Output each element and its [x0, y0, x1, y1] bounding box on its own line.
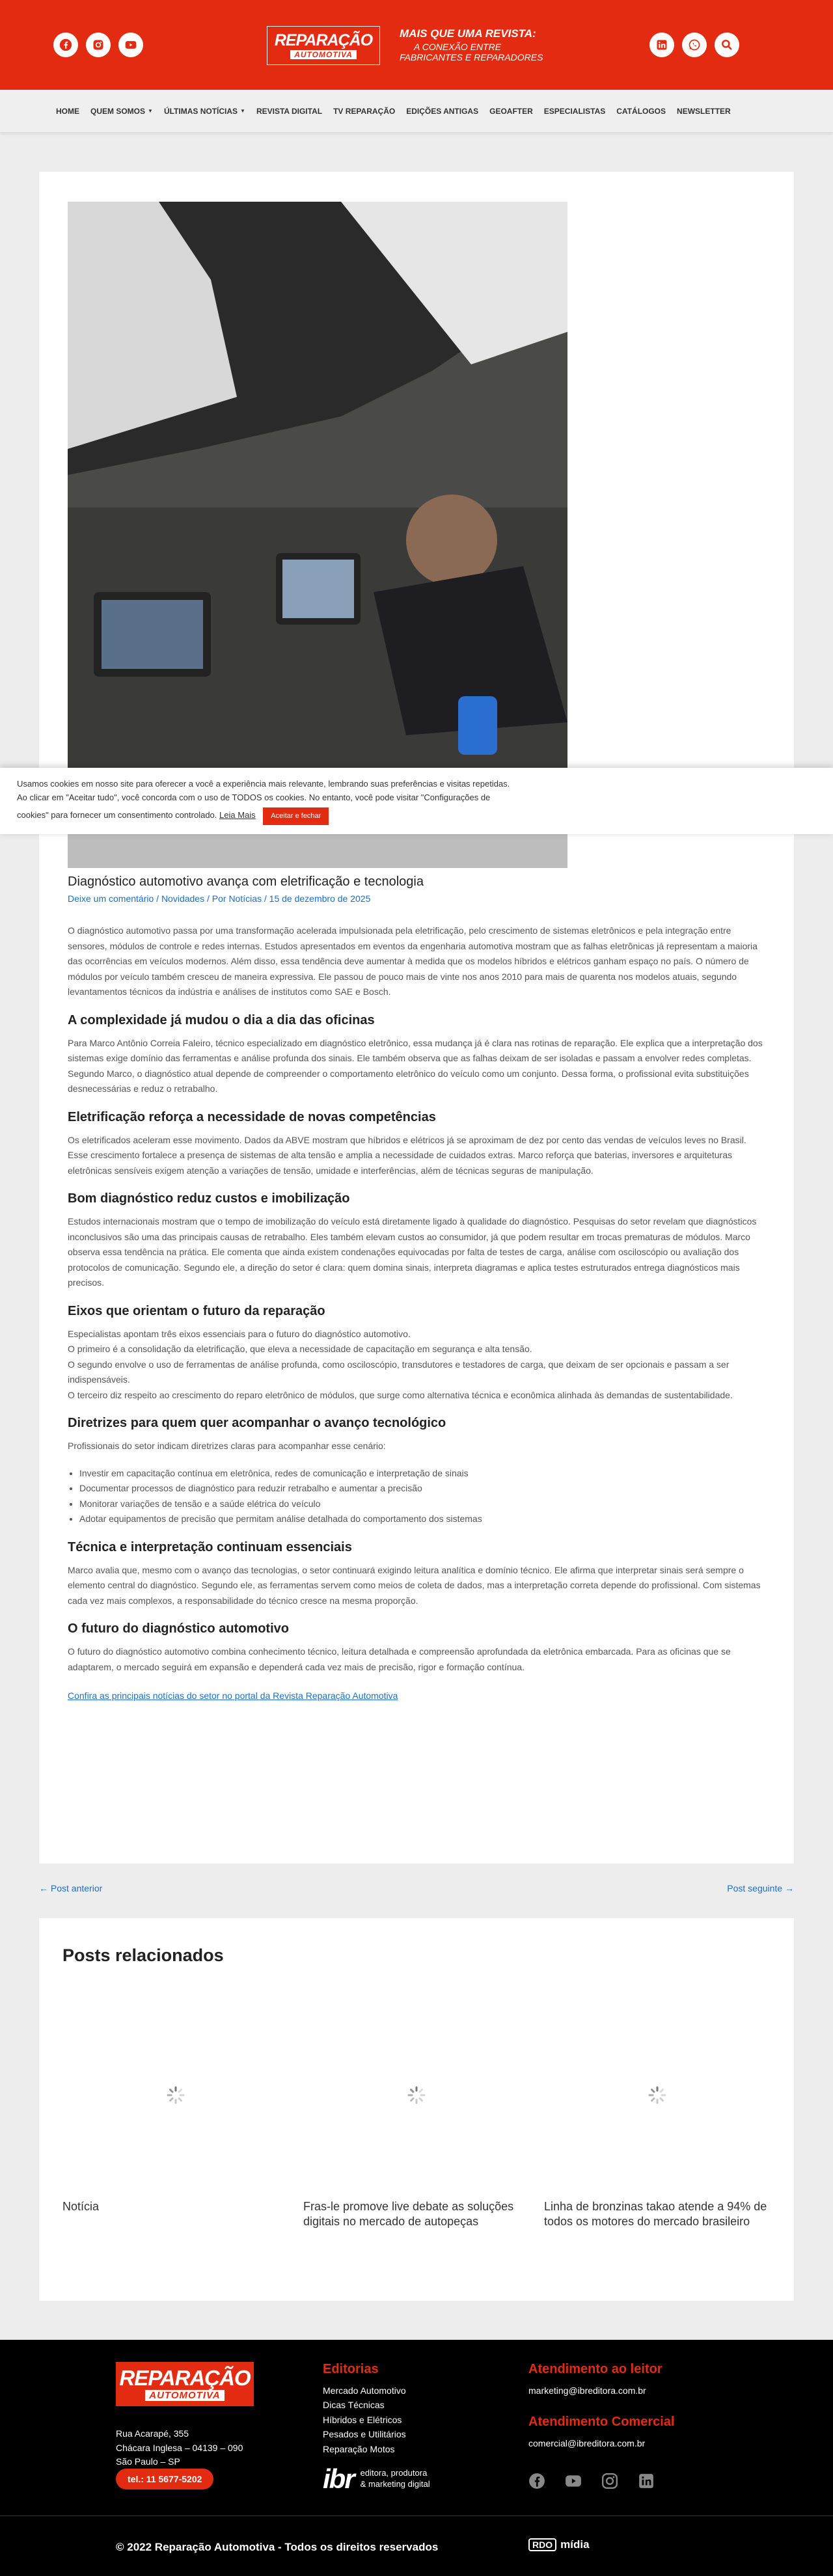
address-line: São Paulo – SP — [116, 2456, 180, 2467]
article-content — [68, 874, 767, 1703]
related-post-card[interactable] — [62, 2004, 289, 2214]
youtube-icon[interactable] — [565, 2473, 582, 2493]
cookie-consent-bar — [0, 768, 833, 834]
facebook-icon[interactable] — [53, 33, 78, 57]
phone-button[interactable]: tel.: 11 5677-5202 — [116, 2469, 213, 2489]
youtube-icon[interactable] — [118, 33, 143, 57]
logo-sub-text: AUTOMOTIVA — [290, 50, 357, 59]
cookie-text-line-1: Usamos cookies em nosso site para oferecer a você a experiência mais relevante, lembrando suas preferências e visitas repetidas. — [17, 779, 510, 789]
rdo-badge: RDO — [528, 2538, 556, 2551]
reader-email-link[interactable]: marketing@ibreditora.com.br — [528, 2385, 646, 2396]
copyright: © 2022 Reparação Automotiva - Todos os direitos reservados — [116, 2541, 439, 2553]
tagline-line-1: MAIS QUE UMA REVISTA: — [400, 27, 536, 40]
previous-post-link[interactable]: ← Post anterior — [39, 1883, 103, 1893]
section-heading: Bom diagnóstico reduz custos e imobilização — [68, 1191, 350, 1206]
footer-editorias — [323, 2362, 406, 2456]
nav-edicoes-antigas[interactable]: EDIÇÕES ANTIGAS — [406, 106, 479, 116]
related-heading: Posts relacionados — [62, 1946, 224, 1965]
header-social-left — [53, 33, 143, 57]
footer-logo-sub: AUTOMOTIVA — [145, 2390, 224, 2401]
whatsapp-icon[interactable] — [682, 33, 707, 57]
editoria-link[interactable]: Mercado Automotivo — [323, 2385, 406, 2396]
related-post-card[interactable] — [303, 2004, 530, 2230]
editoria-link[interactable]: Dicas Técnicas — [323, 2400, 385, 2411]
section-heading: Diretrizes para quem quer acompanhar o avanço tecnológico — [68, 1416, 446, 1431]
footer-address — [116, 2427, 243, 2469]
footer-logo-main: REPARAÇÃO — [119, 2366, 251, 2390]
loading-spinner-icon — [303, 2004, 530, 2186]
instagram-icon[interactable] — [86, 33, 111, 57]
ibr-text-line: editora, produtora — [360, 2468, 428, 2478]
tagline-line-2: A CONEXÃO ENTRE — [414, 41, 502, 52]
source-link[interactable]: Confira as principais notícias do setor no portal da Revista Reparação Automotiva — [68, 1690, 398, 1701]
next-post-link[interactable]: Post seguinte → — [727, 1883, 794, 1893]
nav-especialistas[interactable]: ESPECIALISTAS — [543, 106, 606, 116]
loading-spinner-icon — [62, 2004, 289, 2186]
nav-tv-reparacao[interactable]: TV REPARAÇÃO — [333, 106, 396, 116]
section-heading: Eletrificação reforça a necessidade de novas competências — [68, 1109, 436, 1124]
instagram-icon[interactable] — [601, 2473, 618, 2493]
post-title: Diagnóstico automotivo avança com eletrificação e tecnologia — [68, 874, 424, 889]
nav-geoafter[interactable]: GEOAFTER — [489, 106, 533, 116]
paragraph: Marco avalia que, mesmo com o avanço das tecnologias, o setor continuará exigindo leitura analítica e domínio técnico. Ele afirma que interpretar sinais será sempre o elemento central do diagnóstico. Segundo ele, as ferramentas servem como meios de coleta de dados, mas a interpretação correta depende do profissional. Com sistemas cada vez mais complexos, a responsabilidade do técnico cresce na mesma proporção. — [68, 1564, 761, 1606]
header-tagline — [400, 27, 543, 62]
commercial-heading: Atendimento Comercial — [528, 2415, 675, 2430]
address-line: Chácara Inglesa – 04139 – 090 — [116, 2442, 243, 2453]
paragraph: O diagnóstico automotivo passa por uma transformação acelerada impulsionada pela eletrificação, pelo crescimento de sistemas eletrônicos e pela integração entre sensores, módulos de controle e redes internas. Estudos apresentados em eventos da engenharia automotiva mostram que as falhas eletrônicas já representam a maioria das ocorrências em veículos modernos. Além disso, essa tendência deve aumentar à medida que os modelos híbridos e elétricos ganham espaço no país. O número de módulos por veículo também cresceu de maneira expressiva. Ele passou de pouco mais de vinte nos anos 2010 para mais de quarenta nos modelos atuais, segundo levantamentos técnicos da indústria e análises de institutos como SAE e Bosch. — [68, 925, 758, 997]
search-icon[interactable] — [715, 33, 739, 57]
related-post-title[interactable]: Linha de bronzinas takao atende a 94% de todos os motores do mercado brasileiro — [544, 2200, 767, 2229]
editoria-link[interactable]: Pesados e Utilitários — [323, 2429, 406, 2440]
nav-quem-somos[interactable] — [90, 107, 153, 116]
nav-home[interactable]: HOME — [56, 106, 79, 116]
loading-spinner-icon — [544, 2004, 771, 2186]
site-footer — [0, 2340, 833, 2576]
cookie-accept-button[interactable]: Aceitar e fechar — [263, 807, 329, 826]
guideline-list — [68, 1466, 767, 1527]
nav-revista-digital[interactable]: REVISTA DIGITAL — [256, 106, 323, 116]
facebook-icon[interactable] — [528, 2473, 545, 2493]
nav-quem-somos-label: QUEM SOMOS — [90, 106, 146, 116]
nav-ultimas-noticias-label: ÚLTIMAS NOTÍCIAS — [163, 106, 238, 116]
header-logo[interactable] — [267, 26, 380, 65]
nav-ultimas-noticias[interactable] — [164, 107, 245, 116]
related-post-title[interactable]: Notícia — [62, 2200, 100, 2213]
post-meta[interactable]: Deixe um comentário / Novidades / Por Notícias / 15 de dezembro de 2025 — [68, 893, 371, 904]
paragraph: Estudos internacionais mostram que o tempo de imobilização do veículo está diretamente ligado à qualidade do diagnóstico. Pesquisas do setor revelam que diagnósticos inconclusivos são uma das principais causas de retrabalho. Eles também elevam custos ao consumidor, já que podem resultar em trocas prematuras de módulos. Marco observa essa tendência na prática. Ele comenta que ainda existem condenações equivocadas por falta de testes de carga, análise com osciloscópio ou avaliação dos protocolos de comunicação. Segundo ele, a direção do setor é clara: quem domina sinais, interpreta diagramas e aplica testes estruturados entrega diagnósticos mais precisos. — [68, 1216, 757, 1288]
paragraph: O terceiro diz respeito ao crescimento do reparo eletrônico de módulos, que surge como alternativa técnica e econômica alinhada às demandas de sustentabilidade. — [68, 1389, 733, 1400]
related-post-card[interactable] — [544, 2004, 771, 2230]
nav-catalogos[interactable]: CATÁLOGOS — [616, 106, 666, 116]
footer-divider — [0, 2515, 833, 2516]
logo-main-text: REPARAÇÃO — [274, 31, 373, 49]
related-post-title[interactable]: Fras-le promove live debate as soluções digitais no mercado de autopeças — [303, 2200, 514, 2229]
cookie-text-line-3: cookies" para fornecer um consentimento controlado. — [17, 809, 217, 820]
paragraph: Especialistas apontam três eixos essenciais para o futuro do diagnóstico automotivo. — [68, 1328, 411, 1339]
related-posts — [39, 1918, 794, 2301]
nav-newsletter[interactable]: NEWSLETTER — [677, 106, 731, 116]
top-header — [0, 0, 833, 90]
rdo-text: mídia — [560, 2538, 590, 2551]
linkedin-icon[interactable] — [649, 33, 674, 57]
paragraph: Profissionais do setor indicam diretrizes claras para acompanhar esse cenário: — [68, 1441, 386, 1452]
chevron-down-icon: ▼ — [240, 108, 245, 114]
commercial-email-link[interactable]: comercial@ibreditora.com.br — [528, 2438, 646, 2449]
list-item: • Investir em capacitação contínua em eletrônica, redes de comunicação e interpretação de sinais — [79, 1466, 767, 1482]
ibr-text-line: & marketing digital — [360, 2479, 430, 2489]
header-social-right — [649, 33, 739, 57]
tagline-line-3: FABRICANTES E REPARADORES — [400, 51, 543, 62]
main-nav — [0, 90, 833, 133]
footer-logo[interactable] — [116, 2362, 254, 2406]
cookie-read-more-link[interactable]: Leia Mais — [219, 809, 256, 820]
paragraph: Para Marco Antônio Correia Faleiro, técnico especializado em diagnóstico eletrônico, essa mudança já é clara nas rotinas de reparação. Ele explica que a interpretação dos sistemas exige domínio das ferramentas e análise profunda dos sinais. Ele também observa que as falhas deixam de ser isoladas e passam a envolver redes completas. Segundo Marco, o diagnóstico atual depende de compreender o comportamento eletrônico do veículo como um conjunto. Dessa forma, o profissional evita substituições desnecessárias e reduz o retrabalho. — [68, 1037, 763, 1094]
reader-service-heading: Atendimento ao leitor — [528, 2362, 662, 2376]
rdo-midia-brand[interactable] — [528, 2538, 590, 2551]
chevron-down-icon: ▼ — [148, 108, 153, 114]
cookie-text-line-2: Ao clicar em "Aceitar tudo", você concorda com o uso de TODOS os cookies. No entanto, você pode visitar "Configurações de — [17, 792, 491, 802]
list-item: • Adotar equipamentos de precisão que permitam análise detalhada do comportamento dos sistemas — [79, 1512, 767, 1527]
footer-social — [528, 2473, 655, 2493]
paragraph: Os eletrificados aceleram esse movimento. Dados da ABVE mostram que híbridos e elétricos já se aproximam de dez por cento das vendas de veículos leves no Brasil. Esse crescimento fortalece a presença de sistemas de alta tensão e amplia a necessidade de cuidados extras. Marco reforça que baterias, inversores e arquiteturas eletrônicas sensíveis exigem atenção a variações de tensão, umidade e interferências, além de técnicas seguras de manipulação. — [68, 1134, 746, 1176]
linkedin-icon[interactable] — [638, 2473, 655, 2493]
editoria-link[interactable]: Reparação Motos — [323, 2443, 395, 2454]
ibr-brand[interactable] — [323, 2463, 430, 2495]
post-navigation — [39, 1883, 794, 1893]
section-heading: A complexidade já mudou o dia a dia das oficinas — [68, 1012, 375, 1027]
ibr-logo: ibr — [323, 2463, 354, 2494]
list-item: • Monitorar variações de tensão e a saúde elétrica do veículo — [79, 1497, 767, 1512]
editoria-link[interactable]: Híbridos e Elétricos — [323, 2414, 402, 2425]
section-heading: Eixos que orientam o futuro da reparação — [68, 1303, 325, 1318]
address-line: Rua Acarapé, 355 — [116, 2428, 189, 2439]
paragraph: O primeiro é a consolidação da eletrificação, que eleva a necessidade de capacitação em segurança e alta tensão. — [68, 1344, 532, 1355]
section-heading: O futuro do diagnóstico automotivo — [68, 1621, 289, 1636]
list-item: • Documentar processos de diagnóstico para reduzir retrabalho e aumentar a precisão — [79, 1481, 767, 1497]
section-heading: Técnica e interpretação continuam essenciais — [68, 1539, 352, 1554]
editorias-heading: Editorias — [323, 2362, 379, 2376]
paragraph: O futuro do diagnóstico automotivo combina conhecimento técnico, leitura detalhada e compreensão aprofundada da eletrônica embarcada. Para as oficinas que se adaptarem, o mercado seguirá em expansão e dependerá cada vez mais de precisão, rigor e formação contínua. — [68, 1646, 731, 1672]
footer-contact — [528, 2362, 674, 2451]
paragraph: O segundo envolve o uso de ferramentas de análise profunda, como osciloscópio, transdutores e testadores de carga, que deixam de ser opcionais e passam a ser indispensáveis. — [68, 1359, 730, 1385]
